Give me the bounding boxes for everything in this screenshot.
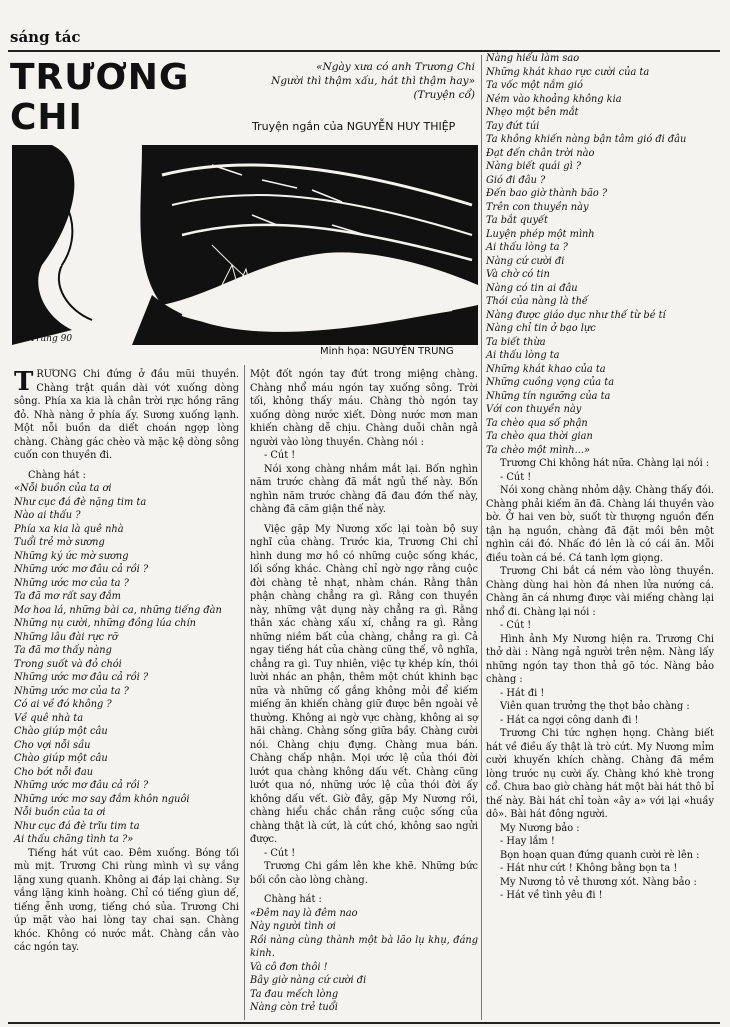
bottom-rule	[8, 1022, 720, 1024]
poem-line: Những ký ức mờ sương	[14, 550, 129, 562]
poem-line: Về quê nhà ta	[14, 712, 84, 724]
poem-line: Nàng có tin ai đâu	[486, 282, 578, 294]
dialogue-line: - Cút !	[500, 620, 532, 631]
paragraph: My Nương bảo :	[500, 822, 580, 834]
opening-text: RƯƠNG Chi đứng ở đầu mũi thuyền. Chàng trật quần dài vớt xuống dòng sông. Phía xa kia là chân trời rực hồng rãng đỏ. Nhà nàng ở phía ấy. Sương xuống lạnh. Một nỗi buồn da diết choán ngợp lòng chàng. Chàng gác chèo và mặc kệ dòng sông cuốn con thuyền đi.	[14, 369, 239, 461]
paragraph: Việc gặp My Nương xốc lại toàn bộ suy nghĩ của chàng. Trước kia, Trương Chi chỉ hình dung mơ hồ có những cuộc sống khác, lối sống khác. Chàng chỉ ngờ ngợ rằng cuộc đời chàng tẻ nhạt, nhàm chán. Rằng thân phận chàng chẳng ra gì. Rằng con thuyền này, những vật dụng này chẳng ra gì. Rằng thân xác chàng xấu xí, chẳng ra gì. Rằng những niềm bất của chàng, chẳng ra gì. Cả ngay tiếng hát của chàng cũng thế, vô nghĩa, chẳng ra gì. Tuy nhiên, việc tự khép kín, thói lười nhác an phận, thêm một chút khinh bạc nữa và những cố gắng không mỏi để kiếm miếng ăn khiến chàng giữ được bên ngoài vẻ thường. Không ai ngờ vực chàng, không ai sợ hãi chàng. Chàng sống giữa bầy. Chàng cười nói. Chàng chịu đựng. Chàng mua bán. Chàng chấp nhận. Mọi ước lệ của thói đời lướt qua chàng không dấu vết. Chàng cũng lướt qua nó, những ước lệ của thói đời ấy không dấu vết. Giờ đây, gặp My Nương rồi, chàng hiểu chắc chắn rằng cuộc sống của chàng thật là cứt, là cứt chó, không sao ngửi được.	[250, 523, 478, 845]
story-title	[10, 58, 220, 138]
song-2	[250, 907, 478, 1015]
section-kicker: sáng tác	[10, 28, 81, 46]
poem-line: Rồi nàng cùng thành một bà lão lụ khụ, đáng kinh.	[250, 934, 478, 959]
poem-line: Ta không khiến nàng bận tâm gió đi đâu	[486, 134, 687, 145]
poem-line: Có ai về đó không ?	[14, 699, 112, 710]
illustration	[12, 145, 478, 345]
poem-line: Những khát khao của ta	[486, 363, 606, 375]
poem-line: Và cô đơn thôi !	[250, 961, 328, 973]
artist-signature: M.Trung 90	[18, 334, 73, 344]
poem-line: Những lâu đài rực rỡ	[14, 631, 118, 643]
epigraph	[250, 60, 475, 102]
poem-line: Bây giờ nàng cứ cười đi	[250, 975, 367, 986]
poem-line: Ai thấu lòng ta ?	[486, 242, 568, 253]
paragraph: Trương Chi gầm lên khe khẽ. Những bức bối cồn cào lòng chàng.	[250, 861, 478, 886]
poem-line: Luyện phép một mình	[486, 228, 595, 240]
paragraph: Một đốt ngón tay đứt trong miệng chàng. Chàng nhổ máu ngón tay xuống sông. Trời tối, không thấy máu. Chàng thò ngón tay xuống dòng nước xiết. Dòng nước mơn man khiến chàng dễ chịu. Chàng duỗi chân ngả người vào lòng thuyền. Chàng nói :	[250, 369, 478, 448]
poem-line: Ta đau mếch lòng	[250, 988, 339, 1000]
poem-line: «Đêm nay là đêm nao	[250, 907, 358, 919]
epigraph-source: (Truyện cổ)	[413, 89, 475, 101]
poem-line: Ai thấu chăng tình ta ?»	[14, 834, 134, 845]
dialogue-line: - Cút !	[264, 847, 296, 859]
poem-line: Chào giúp một câu	[14, 753, 108, 764]
sing-intro: Chàng hát :	[28, 469, 86, 481]
dialogue-line: - Cút !	[264, 450, 296, 461]
poem-line: Nàng còn trẻ tuổi	[250, 1002, 338, 1013]
poem-line: Ta bắt quyết	[486, 215, 548, 226]
byline: Truyện ngắn của NGUYỄN HUY THIỆP	[252, 120, 456, 133]
poem-line: Ta chèo qua thời gian	[486, 431, 593, 442]
poem-line: Như cục đá đè trĩu tim ta	[14, 820, 140, 832]
paragraph: Bọn hoạn quan đứng quanh cười rè lên :	[500, 849, 700, 861]
opening-paragraph	[14, 368, 239, 463]
dialogue-line: - Hát như cứt ! Không bằng bọn ta !	[500, 863, 678, 874]
dialogue-line: - Hay lắm !	[500, 836, 555, 847]
poem-line: Và chờ có tin	[486, 269, 550, 280]
poem-line: Nàng hiểu làm sao	[486, 53, 580, 64]
epigraph-line-2: Người thì thậm xấu, hát thì thậm hay»	[271, 75, 475, 87]
poem-line: Những ước mơ say đắm khôn nguôi	[14, 793, 190, 805]
paragraph: Tiếng hát vút cao. Đêm xuống. Bóng tối mù mịt. Trương Chi rùng mình vì sự vắng lặng xung quanh. Không ai đáp lại chàng. Sự vắng lặng kinh hoàng. Chỉ có tiếng gìun dế, tiếng ễnh ương, tiếng chó sủa. Trương Chi úp mặt vào hai lòng tay chai sạn. Chàng khóc. Không có nước mắt. Chàng cắn vào các ngón tay.	[14, 847, 239, 953]
poem-line: Nàng chỉ tin ở bạo lực	[486, 323, 596, 334]
poem-line: Đến bao giờ thành bão ?	[486, 188, 608, 199]
paragraph: Trương Chi tức nghẹn họng. Chàng biết hát về điều ấy thật là trò cứt. My Nương mỉm cười khuyến khích chàng. Chàng đã mềm lòng trước nụ cười ấy. Chàng khó khè trong cổ. Chưa bao giờ chàng hát một bài hát thô bỉ thế này. Bài hát chỉ toàn «ây a» với lại «huầy dô». Bài hát đông người.	[486, 728, 714, 820]
column-1	[14, 368, 239, 955]
poem-line: Mơ hoa lá, những bài ca, những tiếng đàn	[14, 604, 222, 616]
column-3	[486, 52, 714, 903]
poem-line: Cho bớt nỗi đau	[14, 766, 94, 778]
poem-line: Ta biết thừa	[486, 336, 546, 348]
poem-line: Tuổi trẻ mờ sương	[14, 537, 105, 548]
poem-line: Cho vợi nỗi sầu	[14, 739, 91, 751]
poem-line: Trên con thuyền này	[486, 201, 589, 213]
dialogue-line: - Hát về tình yêu đi !	[500, 890, 603, 901]
poem-line: Ai thấu lòng ta	[486, 350, 560, 361]
poem-line: Những cuồng vọng của ta	[486, 377, 615, 388]
poem-line: Đạt đến chân trời nào	[486, 147, 595, 159]
poem-line: Nhẹo một bên mắt	[486, 107, 579, 118]
poem-line: Ta đã mơ rất say đắm	[14, 591, 121, 602]
poem-line: Nàng được giáo dục như thế từ bé tí	[486, 309, 666, 321]
dialogue-line: - Hát ca ngợi công danh đi !	[500, 714, 639, 726]
paragraph: Viên quan trưởng thẹ thọt bảo chàng :	[500, 701, 690, 712]
column-2	[250, 368, 478, 1015]
poem-line: Những ước mơ đâu cả rồi ?	[14, 672, 149, 683]
paragraph: Hình ảnh My Nương hiện ra. Trương Chi thở dài : Nàng ngả người trên nệm. Nàng lấy những ngón tay thon thả gõ tóc. Nàng bảo chàng :	[486, 633, 714, 685]
poem-line: Những ước mơ của ta ?	[14, 685, 129, 697]
poem-line: Những khát khao rực cười của ta	[486, 66, 650, 78]
poem-line: Này người tình ơi	[250, 921, 336, 932]
poem-line: Như cục đá đè nặng tim ta	[14, 496, 147, 508]
poem-line: Những ước mơ đâu cả rồi ?	[14, 564, 149, 575]
column-divider-1	[244, 365, 245, 1020]
poem-line: «Nỗi buồn của ta ơi	[14, 483, 112, 494]
title-line-2: CHI	[10, 97, 83, 138]
poem-line: Ta chèo qua số phận	[486, 417, 588, 429]
poem-line: Những ước mơ đâu cả rồi ?	[14, 780, 149, 791]
poem-line: Những ước mơ của ta ?	[14, 577, 129, 589]
poem-line: Nào ai thấu ?	[14, 510, 81, 521]
poem-line: Nàng biết quái gì ?	[486, 161, 582, 172]
poem-line: Trong suốt và đỏ chói	[14, 658, 122, 670]
illustration-caption: Minh họa: NGUYỄN TRUNG	[320, 346, 454, 357]
poem-line: Ta chèo một mình...»	[486, 444, 590, 456]
paragraph: Trương Chi bắt cá ném vào lòng thuyền. Chàng dùng hai hòn đá nhen lửa nướng cá. Chàng ăn cá nhưng được vài miếng chàng lại nhổ đi. Chàng lại nói :	[486, 566, 714, 618]
poem-line: Chào giúp một câu	[14, 726, 108, 737]
title-line-1: TRƯƠNG	[10, 57, 190, 98]
poem-line: Phía xa kia là quê nhà	[14, 523, 124, 535]
poem-line: Ném vào khoảng không kia	[486, 93, 622, 105]
dialogue-line: - Hát đi !	[500, 687, 545, 699]
song-1	[14, 482, 239, 847]
paragraph: Trương Chi không hát nữa. Chàng lại nói :	[500, 458, 710, 469]
dialogue-line: - Cút !	[500, 471, 532, 483]
poem-line: Ta đã mơ thấy nàng	[14, 645, 112, 656]
poem-line: Với con thuyền này	[486, 404, 582, 415]
poem-line: Những nụ cười, những đồng lúa chín	[14, 618, 196, 629]
song-2-continued	[486, 52, 714, 457]
poem-line: Thói của nàng là thế	[486, 296, 588, 307]
sing-intro: Chàng hát :	[264, 894, 322, 905]
poem-line: Tay đứt túi	[486, 120, 540, 132]
paragraph: Nói xong chàng nhắm mắt lại. Bốn nghìn năm trước chàng đã mắt ngủ thế này. Bốn nghìn năm trước chàng đã đau đớn thế này, chàng đã căm giận thế này.	[250, 463, 478, 515]
poem-line: Ta vốc một nắm gió	[486, 80, 583, 91]
paragraph: Nói xong chàng nhỏm dậy. Chàng thấy đói. Chàng phải kiếm ăn đã. Chàng lái thuyền vào bờ. Ở hai ven bờ, suốt từ thượng nguồn đến tận hạ nguồn, chàng đã đặt mồi bên một nghìn cái đó. Nhấc đó lên là có cái ăn. Mỗi điều toàn cá bé. Cá tanh lợm giọng.	[486, 485, 714, 564]
poem-line: Nỗi buồn của ta ơi	[14, 807, 106, 818]
drop-cap: T	[14, 367, 34, 397]
poem-line: Những tín ngưỡng của ta	[486, 390, 611, 402]
poem-line: Gió đi đâu ?	[486, 174, 546, 186]
column-divider-2	[481, 55, 482, 1020]
epigraph-line-1: «Ngày xưa có anh Trương Chi	[316, 61, 475, 73]
ink-drawing-illustration	[12, 145, 478, 345]
poem-line: Nàng cứ cười đi	[486, 255, 565, 267]
paragraph: My Nương tỏ vẻ thương xót. Nàng bảo :	[500, 876, 697, 888]
